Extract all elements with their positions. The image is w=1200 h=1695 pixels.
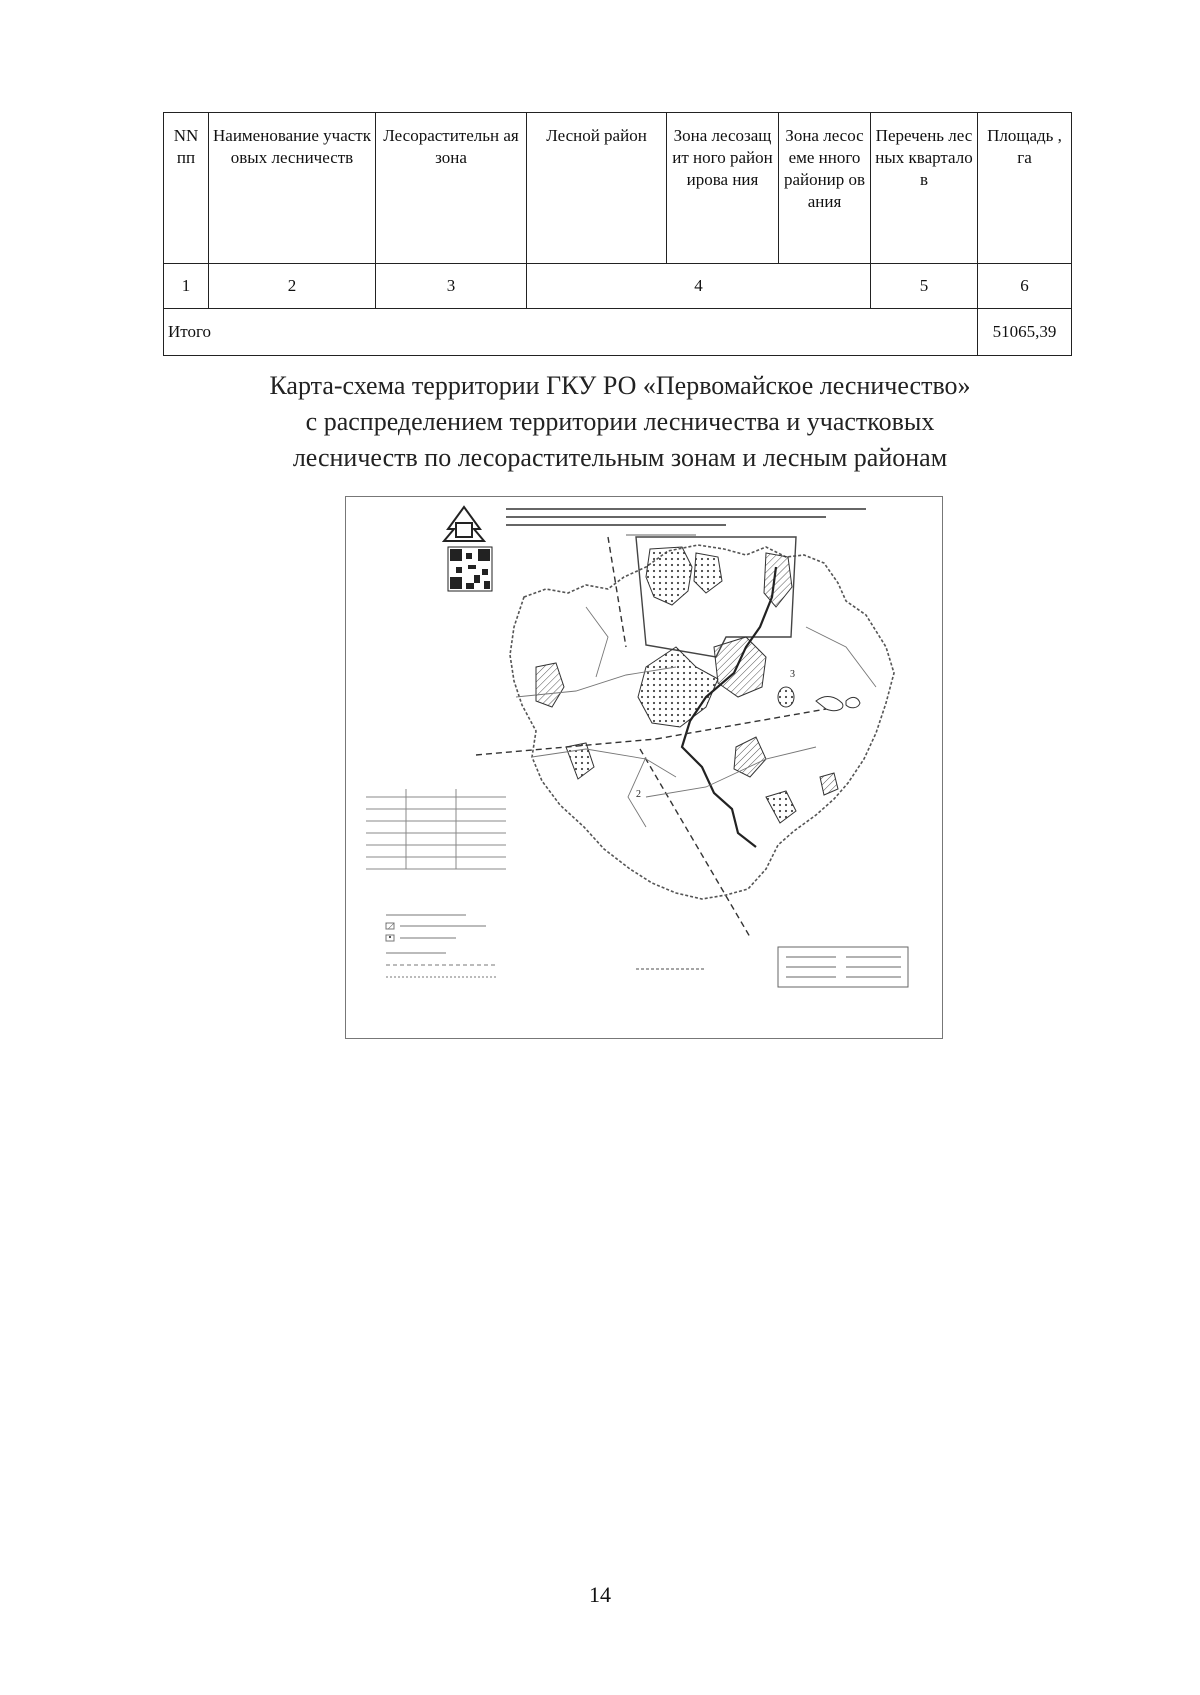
- forestry-map: [346, 497, 944, 1040]
- total-label: Итого: [164, 309, 978, 356]
- forestry-table: [163, 112, 1072, 356]
- forestry-logo: [444, 507, 484, 541]
- header-cell-name: Наименование участковых лесничеств: [209, 113, 376, 264]
- number-cell: 3: [376, 264, 527, 309]
- region-label: 3: [790, 669, 795, 680]
- forest-patches: [536, 547, 838, 823]
- page-number: 14: [589, 1582, 611, 1607]
- east-enclaves: [778, 687, 860, 711]
- number-cell: 5: [871, 264, 978, 309]
- map-legend-left: [386, 915, 496, 977]
- caption-line: с распределением территории лесничества и участковых: [305, 407, 935, 436]
- total-value: 51065,39: [978, 309, 1072, 356]
- table-total-row: [164, 309, 1072, 356]
- table-numbering-row: [164, 264, 1072, 309]
- number-cell: 6: [978, 264, 1072, 309]
- forestry-map-figure: [345, 496, 943, 1039]
- number-cell: 1: [164, 264, 209, 309]
- header-cell-quarters: Перечень лесных кварталов: [871, 113, 978, 264]
- map-legend-right: [778, 947, 908, 987]
- map-caption: [170, 368, 1070, 476]
- table-header-row: [164, 113, 1072, 264]
- number-cell: 4: [527, 264, 871, 309]
- road-lines: [516, 607, 876, 827]
- map-stats-table: [366, 789, 506, 869]
- header-cell-nn: NN пп: [164, 113, 209, 264]
- map-header-text: [506, 509, 866, 535]
- header-cell-seed-zone: Зона лесосеме нного районир ования: [779, 113, 871, 264]
- region-label: 2: [636, 789, 641, 800]
- header-cell-vegetation-zone: Лесорастительн ая зона: [376, 113, 527, 264]
- header-cell-forest-district: Лесной район: [527, 113, 667, 264]
- header-cell-area: Площадь , га: [978, 113, 1072, 264]
- header-cell-protection-zone: Зона лесозащит ного районирова ния: [667, 113, 779, 264]
- number-cell: 2: [209, 264, 376, 309]
- qr-code: [448, 547, 492, 591]
- caption-line: Карта-схема территории ГКУ РО «Первомайское лесничество»: [269, 371, 971, 400]
- caption-line: лесничеств по лесорастительным зонам и лесным районам: [292, 443, 948, 472]
- territory-outline: [510, 545, 894, 899]
